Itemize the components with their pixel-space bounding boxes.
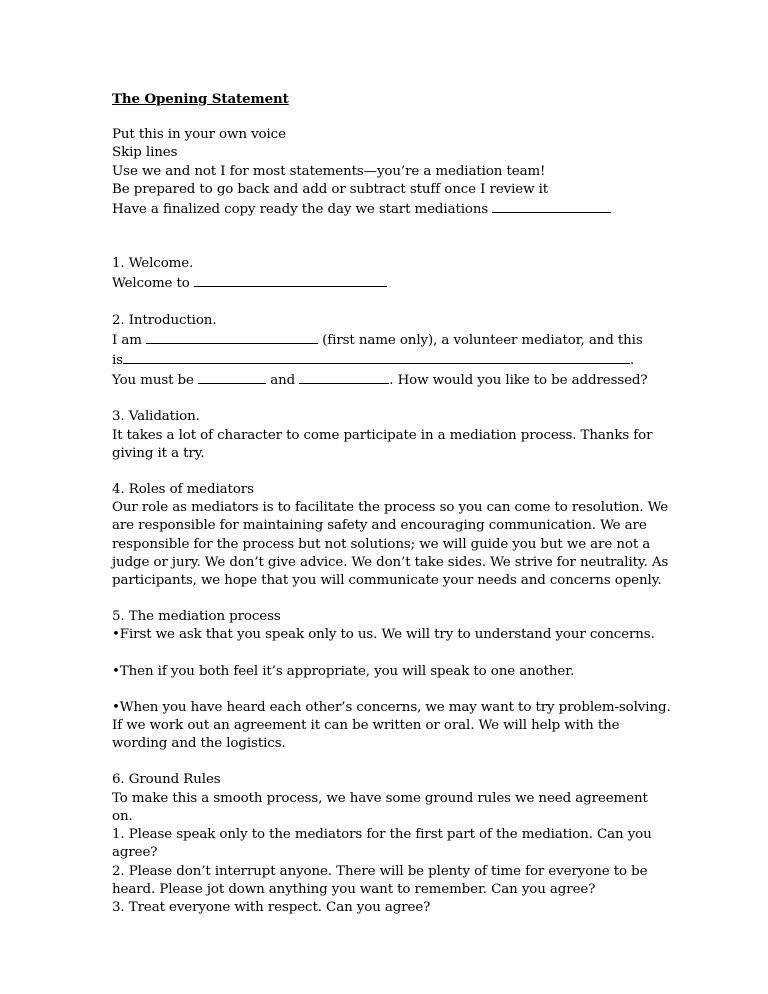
section-heading-roles: 4. Roles of mediators xyxy=(112,482,254,498)
section-heading-welcome: 1. Welcome. xyxy=(112,256,194,272)
instruction-line: Skip lines xyxy=(112,145,178,161)
fill-in-blank[interactable] xyxy=(194,273,387,287)
process-bullet: •First we ask that you speak only to us. We will try to understand your concerns. xyxy=(112,627,655,643)
introduction-line-3 xyxy=(112,370,672,390)
section-heading-introduction: 2. Introduction. xyxy=(112,312,217,328)
intro-text: . How would you like to be addressed? xyxy=(389,373,648,389)
intro-text: I am xyxy=(112,332,142,348)
fill-in-blank[interactable] xyxy=(299,370,389,384)
intro-text: . xyxy=(629,353,635,369)
intro-text: (first name only), a volunteer mediator, and this xyxy=(322,332,643,348)
process-bullet: •When you have heard each other’s concerns, we may want to try problem-solving. If we work out an agreement it can be written or oral. We will help with the wording and the logistics. xyxy=(112,699,671,752)
ground-rule-item: 1. Please speak only to the mediators for the first part of the mediation. Can you agree? xyxy=(112,827,652,861)
document-page xyxy=(112,90,672,917)
section-heading-process: 5. The mediation process xyxy=(112,609,281,625)
ground-rule-item: 2. Please don’t interrupt anyone. There will be plenty of time for everyone to be heard. Please jot down anything you want to remember. Can you agree? xyxy=(112,863,648,897)
fill-in-blank[interactable] xyxy=(492,199,611,213)
welcome-line xyxy=(112,273,672,293)
welcome-text: Welcome to xyxy=(112,276,190,292)
roles-paragraph: Our role as mediators is to facilitate the process so you can come to resolution. We are responsible for maintaining safety and encouraging communication. We are responsible for the process but not solutions; we will guide you but we are not a judge or jury. We don’t give advice. We don’t take sides. We strive for neutrality. As participants, we hope that you will communicate your needs and concerns openly. xyxy=(112,500,669,589)
fill-in-blank[interactable] xyxy=(198,370,266,384)
validation-paragraph: It takes a lot of character to come participate in a mediation process. Thanks for giving it a try. xyxy=(112,427,653,461)
instruction-line: Be prepared to go back and add or subtract stuff once I review it xyxy=(112,181,549,197)
fill-in-blank[interactable] xyxy=(123,350,630,364)
intro-text: and xyxy=(270,373,296,389)
instruction-line-with-blank xyxy=(112,199,672,219)
fill-in-blank[interactable] xyxy=(146,330,318,344)
section-heading-ground-rules: 6. Ground Rules xyxy=(112,772,221,788)
introduction-line-1 xyxy=(112,330,672,350)
instruction-line: Use we and not I for most statements—you’re a mediation team! xyxy=(112,163,546,179)
ground-rule-item: 3. Treat everyone with respect. Can you agree? xyxy=(112,899,431,915)
instruction-text: Have a finalized copy ready the day we start mediations xyxy=(112,202,489,218)
introduction-line-2 xyxy=(112,350,672,370)
ground-rules-intro: To make this a smooth process, we have some ground rules we need agreement on. xyxy=(112,790,648,824)
instruction-line: Put this in your own voice xyxy=(112,127,286,143)
intro-text: You must be xyxy=(112,373,194,389)
section-heading-validation: 3. Validation. xyxy=(112,409,200,425)
document-title: The Opening Statement xyxy=(112,91,289,107)
intro-text: is xyxy=(112,353,123,369)
process-bullet: •Then if you both feel it’s appropriate, you will speak to one another. xyxy=(112,663,575,679)
